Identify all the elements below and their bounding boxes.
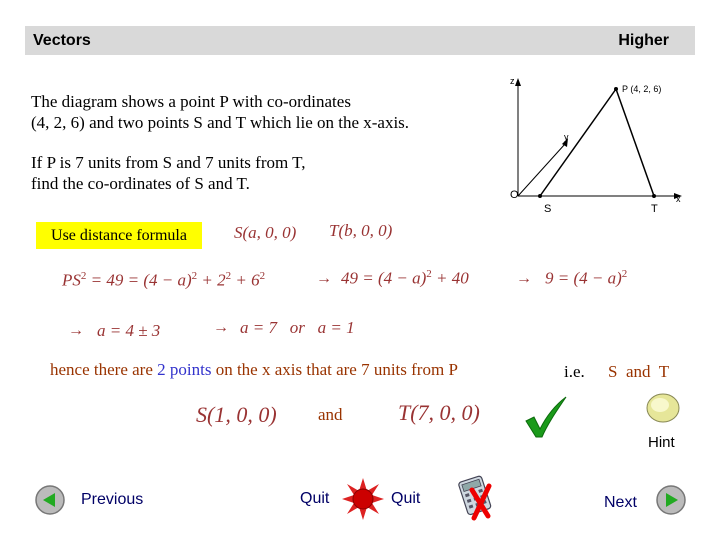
point-t-definition: T(b, 0, 0) [329,221,393,240]
result-point-t: T(7, 0, 0) [398,400,480,425]
equation-49: $49 = (4 - a)^2 + 40$ [341,268,469,288]
distance-formula-hint: Use distance formula [36,222,202,249]
problem-line-1: The diagram shows a point P with co-ordinates [31,92,351,111]
forward-arrow-icon [655,484,687,516]
equation-ps-squared: $PS^2 = 49 = (4 - a)^2 + 2^2 + 6^2$ [62,270,266,290]
implies-arrow-4: → [213,319,229,336]
next-link[interactable]: Next [604,494,637,511]
header-title-left: Vectors [33,32,91,49]
quit-link-left[interactable]: Quit [300,490,330,507]
equation-9: $9 = (4 - a)^2$ [545,268,628,288]
y-axis-label: y [564,132,569,142]
conclusion-points: S and T [608,362,670,381]
point-t-label: T [651,203,658,215]
conclusion-ie: i.e. [564,362,585,381]
problem-line-2: (4, 2, 6) and two points S and T which lie on the x-axis. [31,113,410,132]
implies-arrow-2: → [516,270,532,287]
implies-arrow-1: → [316,270,332,287]
quit-link-right[interactable]: Quit [391,490,421,507]
point-s-definition: S(a, 0, 0) [234,223,297,242]
header-title-right: Higher [618,32,669,49]
equation-a-values: a = 7 or a = 1 [240,318,355,337]
z-axis-label: z [510,76,515,86]
hint-button[interactable] [644,391,682,425]
back-arrow-icon [34,484,66,516]
segment-pt [616,89,654,196]
point-s-marker [538,194,542,198]
previous-link[interactable]: Previous [81,491,144,508]
vector-diagram [500,72,690,222]
problem-line-3: If P is 7 units from S and 7 units from T, [31,153,306,172]
conclusion-sentence: hence there are 2 points on the x axis that are 7 units from P [50,360,458,379]
x-axis-label: x [676,194,681,204]
result-point-s: S(1, 0, 0) [196,402,277,427]
calculator-icon [454,470,500,522]
problem-line-4: find the co-ordinates of S and T. [31,174,250,193]
stop-sun-icon [340,476,386,522]
result-and: and [318,405,343,424]
point-p-label: P (4, 2, 6) [622,84,662,94]
implies-arrow-3: → [68,322,84,339]
quit-button[interactable] [340,476,386,522]
check-mark-icon [520,395,568,441]
point-s-label: S [544,203,552,215]
lightbulb-icon [644,391,682,425]
segment-ps [540,89,616,196]
equation-a-plus-minus: a = 4 ± 3 [97,321,161,340]
point-p-marker [614,87,618,91]
z-axis-arrowhead [515,78,521,86]
previous-button[interactable] [34,484,66,516]
header-bar [25,26,695,55]
point-t-marker [652,194,656,198]
hint-label: Hint [648,434,675,451]
next-button[interactable] [655,484,687,516]
origin-label: O [510,189,519,201]
